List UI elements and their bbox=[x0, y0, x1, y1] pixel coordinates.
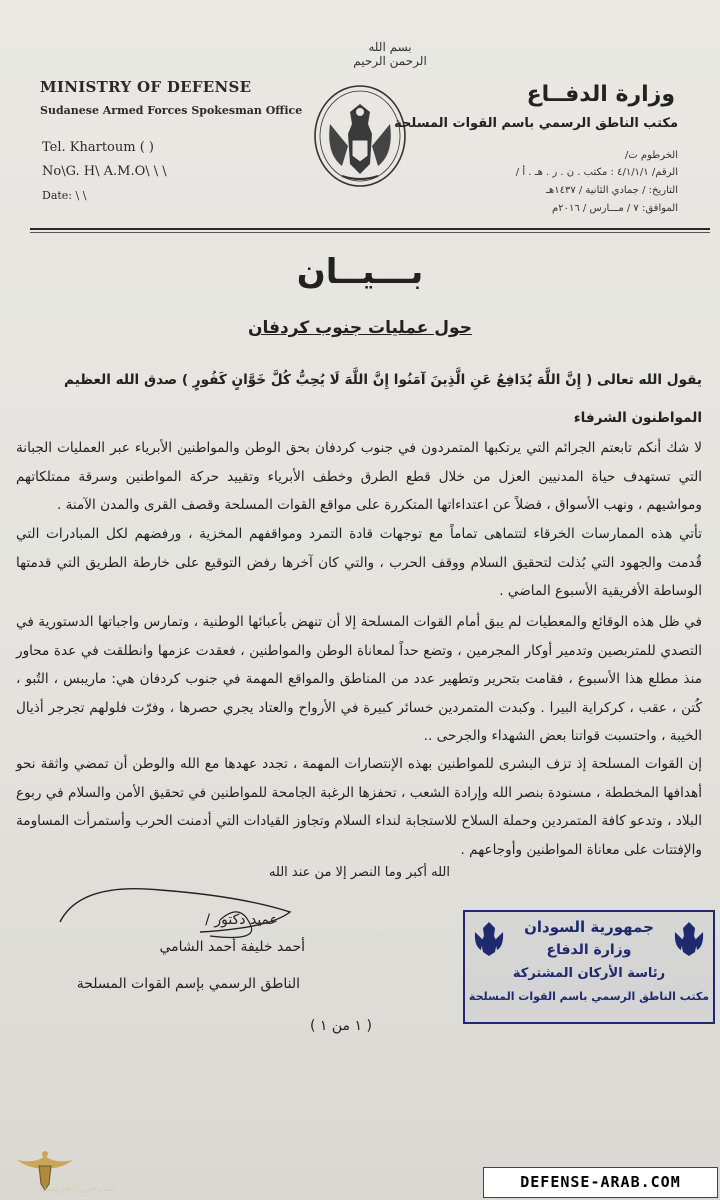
paragraph-3: في ظل هذه الوقائع والمعطيات لم يبق أمام القوات المسلحة إلا أن تنهض بأعبائها الوطنية ، وتمارس واجباتها الدستورية في التصدي للمتربصين وتدمير أوكار المجرمين ، وتضع حداً لمعاناة الوطن والمواطنين ، فعقدت عزمها وانطلقت في عدة محاور منذ مطلع هذا الأسبوع ، فقامت بتحرير وتطهير عدد من المناطق والمواقع المهمة في جنوب كردفان هي: ماريبس ، التُبو ، كُتن ، عقب ، كركراية البيرا . وكبدت المتمردين خسائر كبيرة في الأرواح والعتاد يجري حصرها ، وفرّت فلولهم تجرجر أذيال الخيبة ، واحتسبت قواتنا بعض الشهداء والجرحى .. bbox=[16, 614, 702, 744]
signatory-name: أحمد خليفة أحمد الشامي bbox=[159, 939, 305, 955]
arabic-ministry-title: وزارة الدفــاع bbox=[526, 82, 675, 107]
stamp-line-4: مكتب الناطق الرسمي باسم القوات المسلحة bbox=[468, 990, 710, 1003]
arabic-city: الخرطوم ت/ bbox=[624, 150, 678, 161]
english-date: Date: \ \ bbox=[42, 189, 87, 202]
header-divider-thin bbox=[30, 232, 710, 233]
salutation: المواطنون الشرفاء bbox=[573, 410, 702, 426]
signatory-rank: عميد دكتور / bbox=[205, 912, 278, 928]
paragraph-2: تأتي هذه الممارسات الخرقاء لتتماهى تماماً مع توجهات قادة التمرد ومواقفهم المخزية ، ورفضهم لكل المبادرات التي قُدمت والجهود التي بُذلت لتحقيق السلام ووقف الحرب ، والتي كان آخرها رفض التوقيع على خارطة الطريق التي قدمتها الوساطة الأفريقية الأسبوع الماضي . bbox=[16, 526, 702, 599]
english-tel: Tel. Khartoum ( ) bbox=[42, 140, 154, 155]
signatory-role: الناطق الرسمي بإسم القوات المسلحة bbox=[76, 976, 300, 992]
site-watermark: DEFENSE-ARAB.COM bbox=[483, 1167, 718, 1198]
page-number: ( ١ من ١ ) bbox=[310, 1018, 372, 1034]
english-ref: No\G. H\ A.M.O\ \ \ bbox=[42, 164, 167, 179]
arabic-office-subtitle: مكتب الناطق الرسمي باسم القوات المسلحة bbox=[394, 116, 678, 131]
english-office-subtitle: Sudanese Armed Forces Spokesman Office bbox=[40, 104, 303, 117]
statement-subheading: حول عمليات جنوب كردفان bbox=[248, 318, 472, 338]
forum-watermark-text: المنتدى العربي للدفاع والتسليح bbox=[39, 1186, 116, 1193]
arabic-ref: الرقم/ ٤/١/١/١ : مكتب . ن . ر . هـ . أ / bbox=[515, 167, 678, 178]
statement-heading: بـــيــان bbox=[296, 252, 424, 292]
arabic-date-gregorian: الموافق: ٧ / مـــارس / ٢٠١٦م bbox=[552, 203, 678, 214]
arabic-date-hijri: التاريخ: / جمادي الثانية / ١٤٣٧هـ bbox=[546, 185, 678, 196]
secretary-bird-emblem-icon bbox=[312, 84, 408, 188]
stamp-line-3: رئاسة الأركان المشتركة bbox=[512, 966, 666, 981]
closing-phrase: الله أكبر وما النصر إلا من عند الله bbox=[268, 865, 450, 880]
stamp-line-2: وزارة الدفاع bbox=[546, 942, 632, 958]
header-divider bbox=[30, 228, 710, 230]
paragraph-4: إن القوات المسلحة إذ تزف البشرى للمواطنين بهذه الإنتصارات المهمة ، تجدد عهدها مع الله والوطن أن تمضي واثقة نحو أهدافها المخططة ، مسنودة بنصر الله وإرادة الشعب ، تحفزها الرغبة الجامحة للمواطنين في تحقيق الأمن والسلام في ربوع البلاد ، وتدعو كافة المتمردين وحملة السلاح للاستجابة لنداء السلام وتجاوز القيادات التي أدمنت الحرب وأستمرأت المساومة والإفتتات على معاناة المواطنين وأوجاعهم . bbox=[16, 756, 702, 858]
quran-verse: يقول الله تعالى ( إِنَّ اللَّهَ يُدَافِعُ عَنِ الَّذِينَ آمَنُوا إِنَّ اللَّهَ لَا يُحِبُّ كُلَّ خَوَّانٍ كَفُورٍ ) صدق الله العظيم bbox=[64, 372, 702, 388]
english-ministry-title: MINISTRY OF DEFENSE bbox=[40, 78, 252, 96]
handwritten-signature bbox=[40, 872, 320, 952]
official-stamp bbox=[463, 910, 715, 1024]
paragraph-1: لا شك أنكم تابعتم الجرائم التي يرتكبها المتمردون في جنوب كردفان بحق الوطن والمواطنين الأبرياء عبر العمليات الجبانة التي تستهدف حياة المدنيين العزل من خلال قطع الطرق وخطف الأبرياء وتقييد حركة المواطنين وسرقة ممتلكاتهم ومواشيهم ، ونهب الأسواق ، فضلاً عن اعتداءاتها المتكررة على مواقع القوات المسلحة وقصف القرى والمدن الآمنة . bbox=[16, 440, 702, 513]
stamp-line-1: جمهورية السودان bbox=[524, 918, 654, 936]
basmala: بسم الله الرحمن الرحيم bbox=[353, 40, 427, 68]
